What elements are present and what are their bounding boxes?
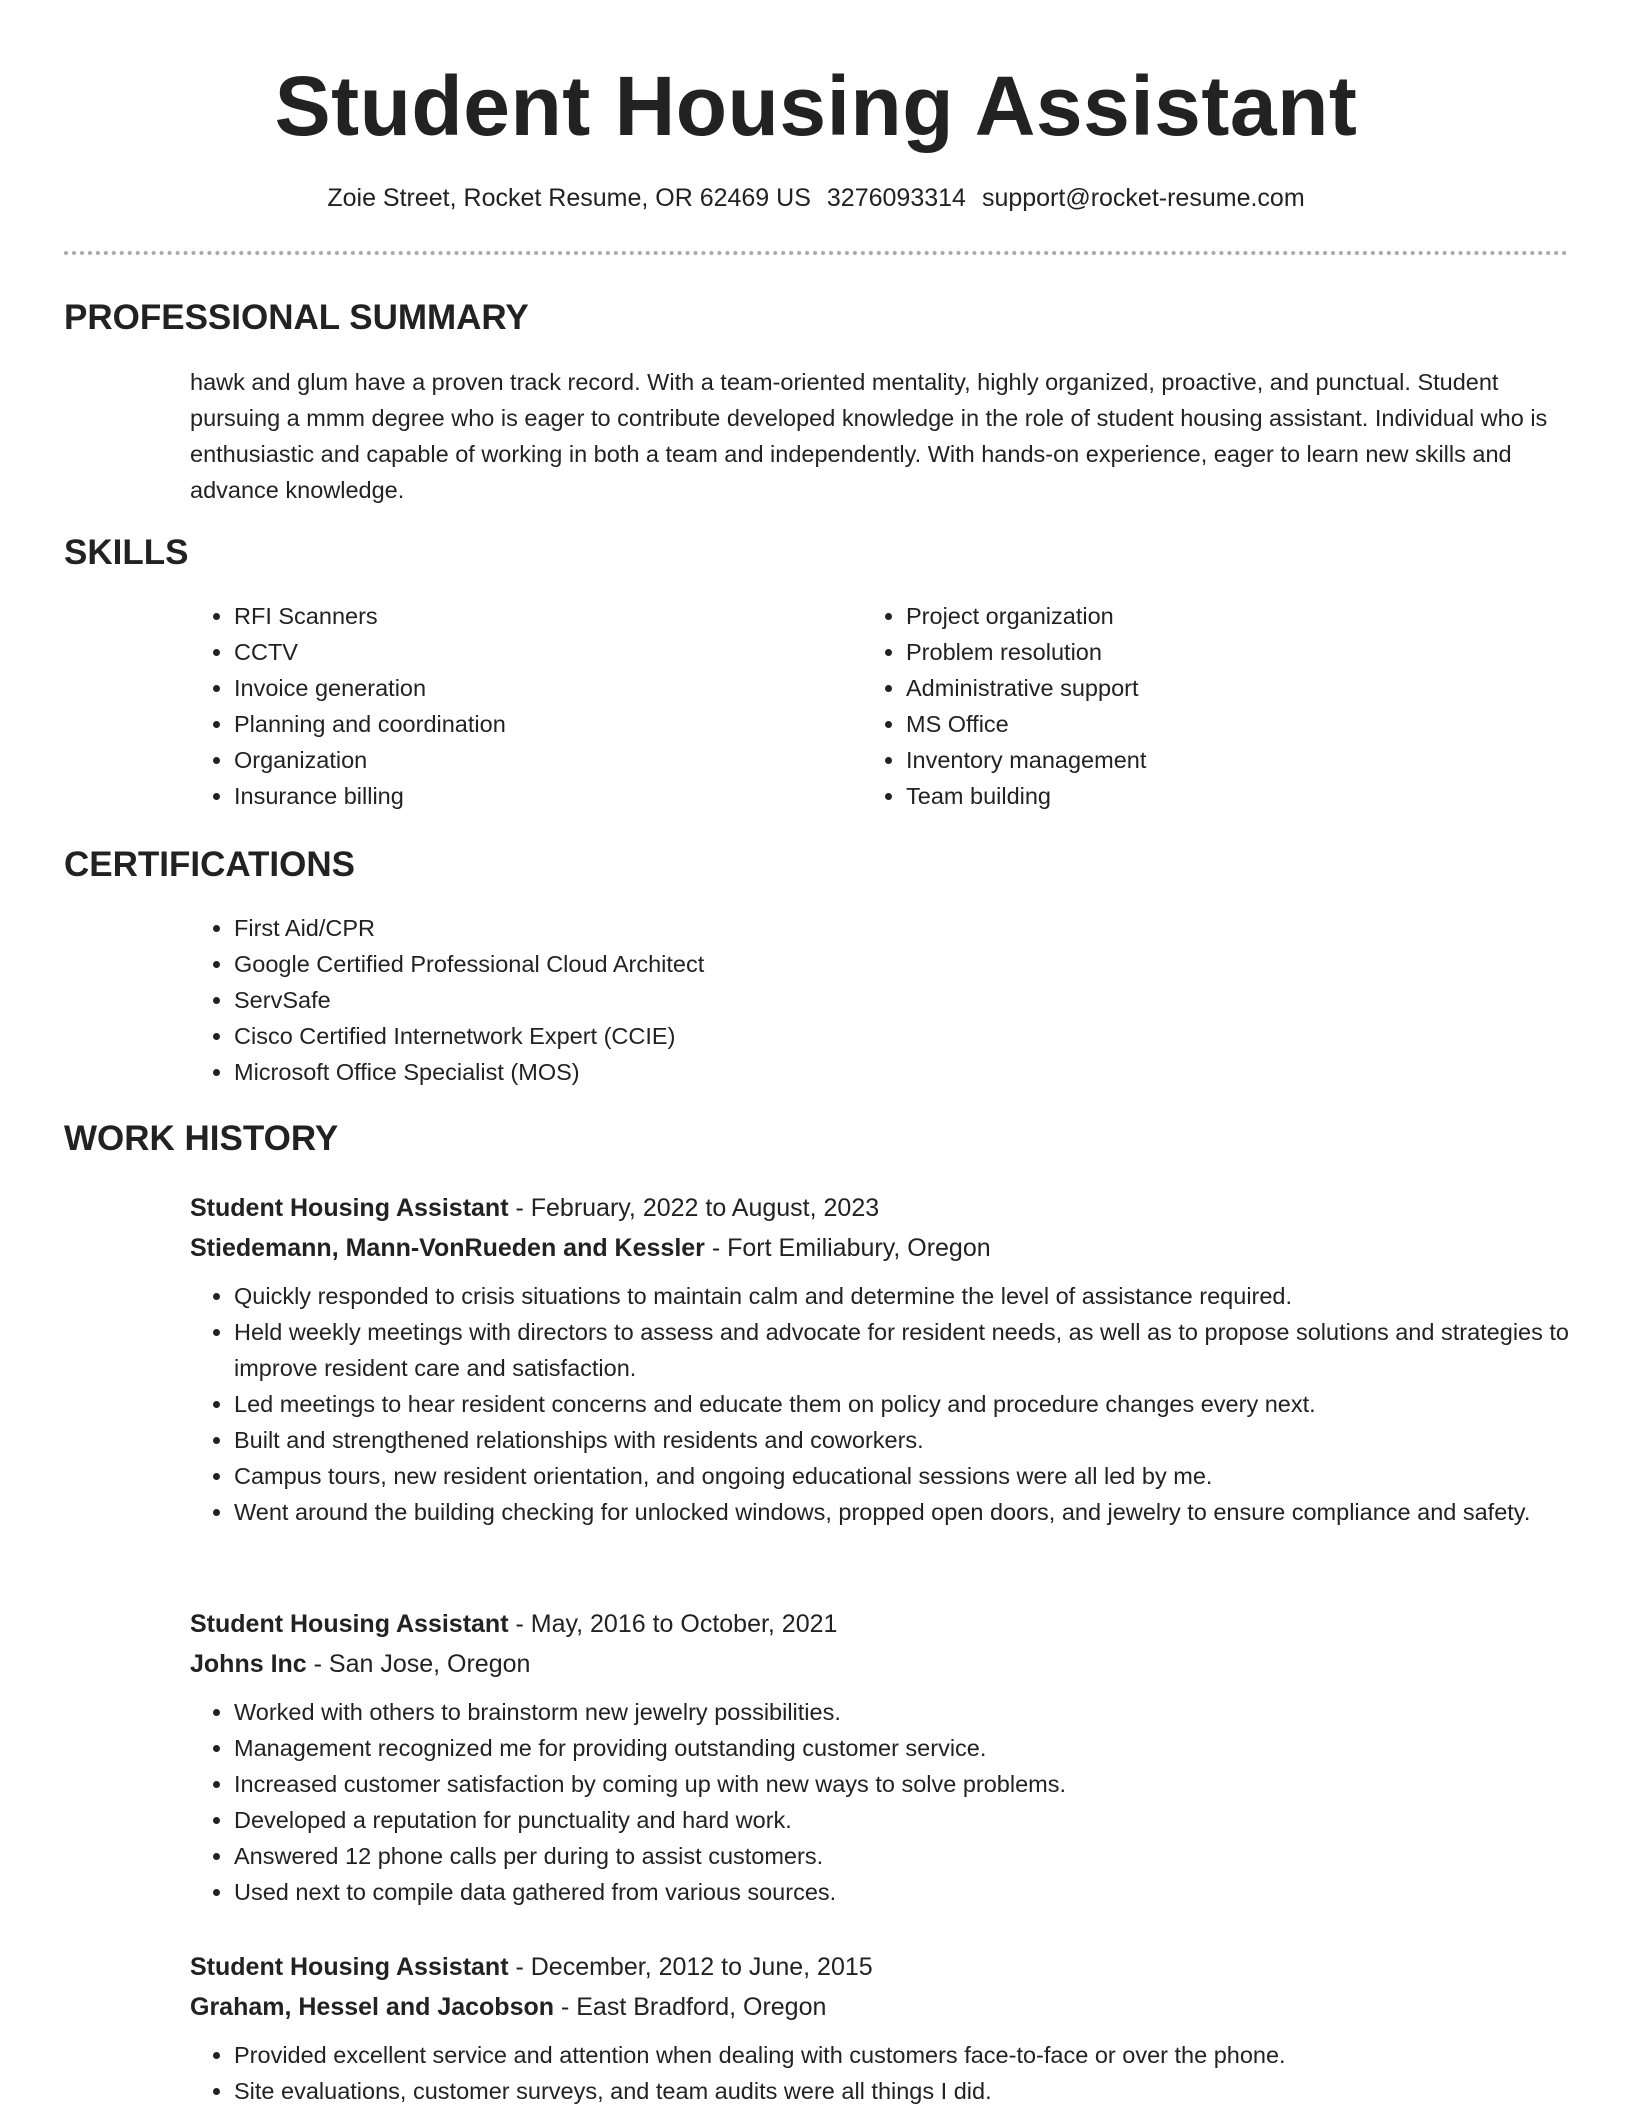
list-item: • Cisco Certified Internetwork Expert (CCIE) xyxy=(234,1018,1614,1054)
list-item: • ServSafe xyxy=(234,982,1614,1018)
list-item: • Site evaluations, customer surveys, and team audits were all things I did. xyxy=(234,2073,1570,2109)
job-title-line xyxy=(190,1947,1570,1987)
certifications-list xyxy=(190,910,1614,1090)
job-company-line xyxy=(190,1644,1570,1684)
job-company: Graham, Hessel and Jacobson xyxy=(190,1993,555,2021)
list-item: • Administrative support xyxy=(906,670,1566,706)
job-location: - Fort Emiliabury, Oregon xyxy=(704,1234,991,1262)
list-item: • Campus tours, new resident orientation, and ongoing educational sessions were all led by me. xyxy=(234,1458,1570,1494)
job-company-line xyxy=(190,1987,1570,2027)
list-item: • Management recognized me for providing outstanding customer service. xyxy=(234,1730,1570,1766)
list-item: • Invoice generation xyxy=(234,670,834,706)
list-item: • Organization xyxy=(234,742,834,778)
section-title-certifications: CERTIFICATIONS xyxy=(64,845,356,884)
list-item: • Problem resolution xyxy=(906,634,1566,670)
header-divider xyxy=(64,251,1568,255)
list-item: • Led meetings to hear resident concerns and educate them on policy and procedure changes every next. xyxy=(234,1386,1570,1422)
list-item: • Worked with others to brainstorm new jewelry possibilities. xyxy=(234,1694,1570,1730)
section-title-work-history: WORK HISTORY xyxy=(64,1119,339,1158)
list-item: • Team building xyxy=(906,778,1566,814)
job-entry xyxy=(190,1604,1570,1910)
job-company: Stiedemann, Mann-VonRueden and Kessler xyxy=(190,1234,705,1262)
job-title: Student Housing Assistant xyxy=(190,1194,509,1222)
job-entry xyxy=(190,1188,1570,1530)
list-item: • Used next to compile data gathered from various sources. xyxy=(234,1874,1570,1910)
job-dates: - December, 2012 to June, 2015 xyxy=(508,1953,873,1981)
skills-list-right xyxy=(862,598,1566,814)
list-item: • Inventory management xyxy=(906,742,1566,778)
job-title-line xyxy=(190,1604,1570,1644)
list-item: • Held weekly meetings with directors to assess and advocate for resident needs, as well as to propose solutions and strategies to improve resident care and satisfaction. xyxy=(234,1314,1570,1386)
list-item: • Insurance billing xyxy=(234,778,834,814)
job-title: Student Housing Assistant xyxy=(190,1953,509,1981)
list-item: • Quickly responded to crisis situations to maintain calm and determine the level of assistance required. xyxy=(234,1278,1570,1314)
job-title-line xyxy=(190,1188,1570,1228)
job-dates: - February, 2022 to August, 2023 xyxy=(508,1194,880,1222)
contact-address: Zoie Street, Rocket Resume, OR 62469 US xyxy=(327,184,811,212)
list-item: • Went around the building checking for unlocked windows, propped open doors, and jewelry to ensure compliance and safety. xyxy=(234,1494,1570,1530)
list-item: • Project organization xyxy=(906,598,1566,634)
list-item: • Microsoft Office Specialist (MOS) xyxy=(234,1054,1614,1090)
job-company: Johns Inc xyxy=(190,1650,307,1678)
job-bullets xyxy=(190,1278,1570,1530)
contact-email[interactable]: support@rocket-resume.com xyxy=(981,184,1305,212)
list-item: • Google Certified Professional Cloud Architect xyxy=(234,946,1614,982)
section-title-skills: SKILLS xyxy=(64,533,189,572)
job-title: Student Housing Assistant xyxy=(190,1610,509,1638)
list-item: • Answered 12 phone calls per during to assist customers. xyxy=(234,1838,1570,1874)
list-item: • Planning and coordination xyxy=(234,706,834,742)
job-bullets xyxy=(190,2037,1570,2109)
list-item: • Built and strengthened relationships with residents and coworkers. xyxy=(234,1422,1570,1458)
list-item: • Developed a reputation for punctuality and hard work. xyxy=(234,1802,1570,1838)
skills-list-left xyxy=(190,598,834,814)
list-item: • Provided excellent service and attention when dealing with customers face-to-face or over the phone. xyxy=(234,2037,1570,2073)
job-location: - East Bradford, Oregon xyxy=(554,1993,827,2021)
job-location: - San Jose, Oregon xyxy=(306,1650,531,1678)
list-item: • Increased customer satisfaction by coming up with new ways to solve problems. xyxy=(234,1766,1570,1802)
job-bullets xyxy=(190,1694,1570,1910)
section-title-summary: PROFESSIONAL SUMMARY xyxy=(64,298,529,337)
resume-name: Student Housing Assistant xyxy=(274,59,1358,153)
list-item: • RFI Scanners xyxy=(234,598,834,634)
contact-phone: 3276093314 xyxy=(826,184,966,212)
list-item: • First Aid/CPR xyxy=(234,910,1614,946)
list-item: • MS Office xyxy=(906,706,1566,742)
summary-text: hawk and glum have a proven track record. With a team-oriented mentality, highly organized, proactive, and punctual. Student pursuing a mmm degree who is eager to contribute developed knowledge in the role of student housing assistant. Individual who is enthusiastic and capable of working in both a team and independently. With hands-on experience, eager to learn new skills and advance knowledge. xyxy=(190,369,1548,503)
contact-info xyxy=(0,180,1632,216)
list-item: • CCTV xyxy=(234,634,834,670)
job-entry xyxy=(190,1947,1570,2109)
job-company-line xyxy=(190,1228,1570,1268)
job-dates: - May, 2016 to October, 2021 xyxy=(508,1610,838,1638)
